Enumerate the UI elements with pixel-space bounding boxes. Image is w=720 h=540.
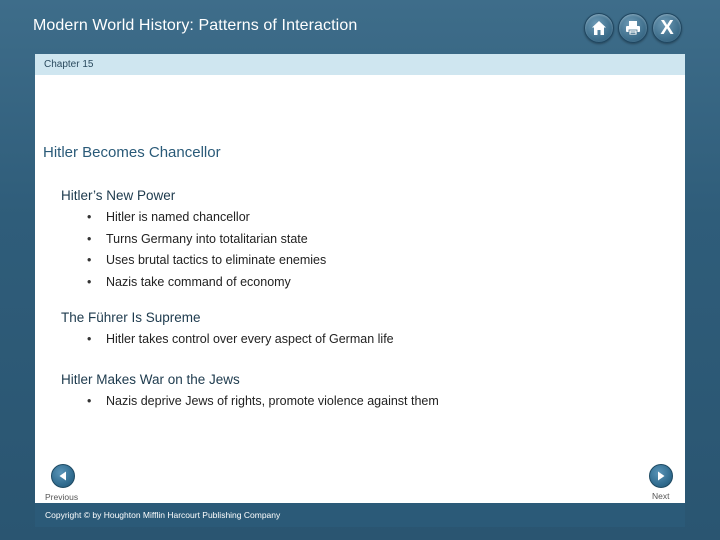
bullet-item: • Nazis deprive Jews of rights, promote violence against them — [106, 391, 439, 413]
bullet-list — [106, 207, 326, 293]
print-icon — [624, 19, 642, 37]
section-new-power — [61, 188, 326, 293]
bullet-list — [106, 329, 394, 351]
previous-label[interactable]: Previous — [45, 492, 79, 502]
footer — [35, 503, 685, 527]
bullet-list — [106, 391, 439, 413]
section-heading: Hitler’s New Power — [61, 188, 176, 203]
slide-content — [35, 75, 685, 503]
bullet-item: • Uses brutal tactics to eliminate enemies — [106, 250, 326, 272]
triangle-right-icon — [655, 470, 667, 482]
app-title: Modern World History: Patterns of Interaction — [33, 17, 358, 34]
home-icon — [590, 19, 608, 37]
triangle-left-icon — [57, 470, 69, 482]
section-war-on-jews — [61, 372, 439, 413]
home-button[interactable] — [584, 13, 614, 43]
toolbar — [584, 13, 682, 43]
chapter-label: Chapter 15 — [44, 59, 94, 70]
section-heading: The Führer Is Supreme — [61, 310, 201, 325]
section-heading: Hitler Makes War on the Jews — [61, 372, 240, 387]
section-fuhrer-supreme — [61, 310, 394, 351]
previous-button[interactable] — [51, 464, 75, 488]
bullet-item: • Hitler takes control over every aspect of German life — [106, 329, 394, 351]
close-button[interactable] — [652, 13, 682, 43]
print-button[interactable] — [618, 13, 648, 43]
bullet-item: • Nazis take command of economy — [106, 272, 326, 294]
close-icon: X — [660, 17, 674, 39]
bullet-item: • Turns Germany into totalitarian state — [106, 229, 326, 251]
next-label[interactable]: Next — [652, 491, 670, 501]
next-button[interactable] — [649, 464, 673, 488]
copyright-text: Copyright © by Houghton Mifflin Harcourt Publishing Company — [45, 510, 281, 520]
slide-title: Hitler Becomes Chancellor — [43, 144, 221, 161]
chapter-bar — [35, 54, 685, 75]
bullet-item: • Hitler is named chancellor — [106, 207, 326, 229]
